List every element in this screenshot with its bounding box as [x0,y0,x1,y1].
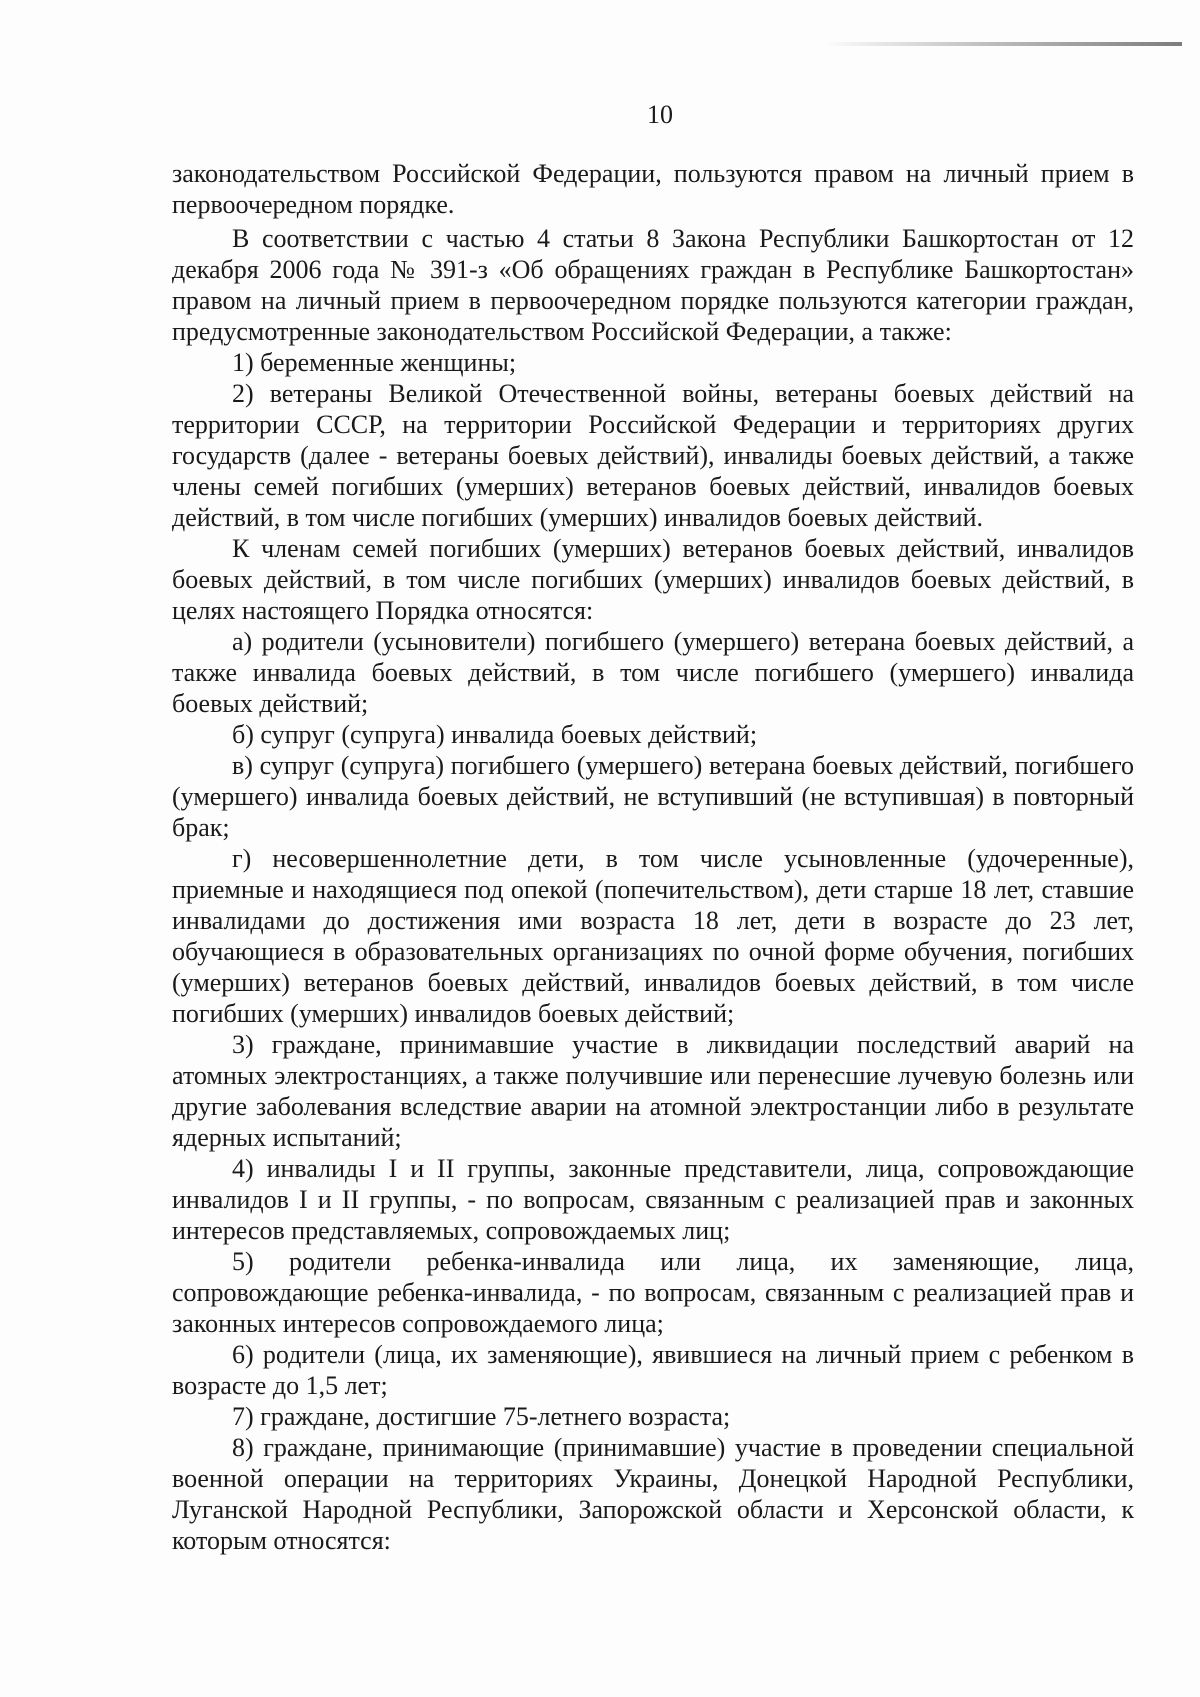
list-item-7: 7) граждане, достигшие 75-летнего возраста; [232,1402,731,1431]
paragraph-family-members: К членам семей погибших (умерших) ветеранов боевых действий, инвалидов боевых действий, в том числе погибших (умерших) инвалидов боевых действий, в целях настоящего Порядка относятся: [172,534,1134,625]
list-item-8: 8) граждане, принимающие (принимавшие) участие в проведении специальной военной операции на территориях Украины, Донецкой Народной Республики, Луганской Народной Республики, Запорожской области и Херсонской области, к которым относятся: [172,1433,1134,1555]
list-item-3: 3) граждане, принимавшие участие в ликвидации последствий аварий на атомных электростанциях, а также получившие или перенесшие лучевую болезнь или другие заболевания вследствие аварии на атомной электростанции либо в результате ядерных испытаний; [172,1030,1134,1152]
page-number: 10 [647,100,673,129]
list-item-v: в) супруг (супруга) погибшего (умершего) ветерана боевых действий, погибшего (умершего) инвалида боевых действий, не вступивший (не вступившая) в повторный брак; [172,751,1134,842]
list-item-6: 6) родители (лица, их заменяющие), явившиеся на личный прием с ребенком в возрасте до 1,5 лет; [172,1340,1134,1400]
list-item-a: а) родители (усыновители) погибшего (умершего) ветерана боевых действий, а также инвалида боевых действий, в том числе погибшего (умершего) инвалида боевых действий; [172,627,1134,718]
list-item-2: 2) ветераны Великой Отечественной войны, ветераны боевых действий на территории СССР, на территории Российской Федерации и территориях других государств (далее - ветераны боевых действий), инвалиды боевых действий, а также члены семей погибших (умерших) ветеранов боевых действий, инвалидов боевых действий, в том числе погибших (умерших) инвалидов боевых действий. [172,379,1134,532]
paragraph-law-reference: В соответствии с частью 4 статьи 8 Закона Республики Башкортостан от 12 декабря 2006 года № 391-з «Об обращениях граждан в Республике Башкортостан» правом на личный прием в первоочередном порядке пользуются категории граждан, предусмотренные законодательством Российской Федерации, а также: [172,224,1134,346]
list-item-1: 1) беременные женщины; [232,348,517,377]
scan-artifact-line [822,42,1182,46]
list-item-g: г) несовершеннолетние дети, в том числе усыновленные (удочеренные), приемные и находящиеся под опекой (попечительством), дети старше 18 лет, ставшие инвалидами до достижения ими возраста 18 лет, дети в возрасте до 23 лет, обучающиеся в образовательных организациях по очной форме обучения, погибших (умерших) ветеранов боевых действий, инвалидов боевых действий, в том числе погибших (умерших) инвалидов боевых действий; [172,844,1134,1028]
list-item-5: 5) родители ребенка-инвалида или лица, их заменяющие, лица, сопровождающие ребенка-инвалида, - по вопросам, связанным с реализацией прав и законных интересов сопровождаемого лица; [172,1247,1134,1338]
paragraph-continuation: законодательством Российской Федерации, пользуются правом на личный прием в первоочередном порядке. [172,159,1134,219]
list-item-4: 4) инвалиды I и II группы, законные представители, лица, сопровождающие инвалидов I и II группы, - по вопросам, связанным с реализацией прав и законных интересов представляемых, сопровождаемых лиц; [172,1154,1134,1245]
list-item-b: б) супруг (супруга) инвалида боевых действий; [232,720,758,749]
document-body [172,158,1134,1556]
